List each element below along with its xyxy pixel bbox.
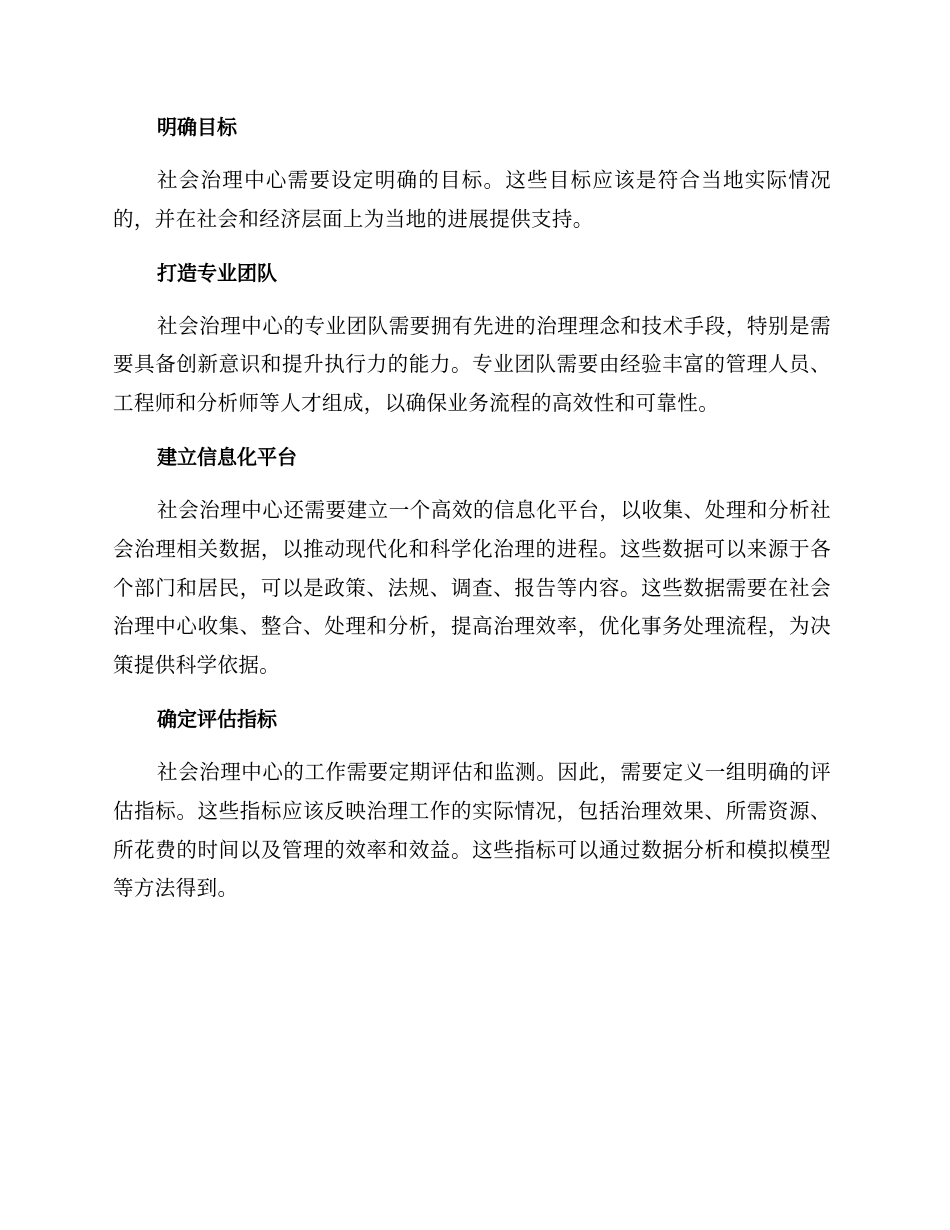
section-information-platform [113, 437, 831, 685]
section-paragraph: 社会治理中心还需要建立一个高效的信息化平台，以收集、处理和分析社会治理相关数据，以推动现代化和科学化治理的进程。这些数据可以来源于各个部门和居民，可以是政策、法规、调查、报告等内容。这些数据需要在社会治理中心收集、整合、处理和分析，提高治理效率，优化事务处理流程，为决策提供科学依据。 [113, 497, 831, 678]
section-paragraph: 社会治理中心需要设定明确的目标。这些目标应该是符合当地实际情况的，并在社会和经济层面上为当地的进展提供支持。 [113, 168, 831, 231]
section-professional-team [113, 253, 831, 423]
section-heading: 建立信息化平台 [157, 444, 297, 469]
section-paragraph: 社会治理中心的专业团队需要拥有先进的治理理念和技术手段，特别是需要具备创新意识和提升执行力的能力。专业团队需要由经验丰富的管理人员、工程师和分析师等人才组成，以确保业务流程的高效性和可靠性。 [113, 313, 831, 416]
section-heading: 打造专业团队 [157, 260, 277, 285]
section-paragraph: 社会治理中心的工作需要定期评估和监测。因此，需要定义一组明确的评估指标。这些指标应该反映治理工作的实际情况，包括治理效果、所需资源、所花费的时间以及管理的效率和效益。这些指标可以通过数据分析和模拟模型等方法得到。 [113, 759, 831, 901]
document-page [113, 107, 831, 922]
section-evaluation-indicators [113, 699, 831, 908]
section-heading: 明确目标 [157, 115, 237, 139]
section-heading: 确定评估指标 [157, 706, 277, 731]
section-clear-goals [113, 107, 831, 239]
